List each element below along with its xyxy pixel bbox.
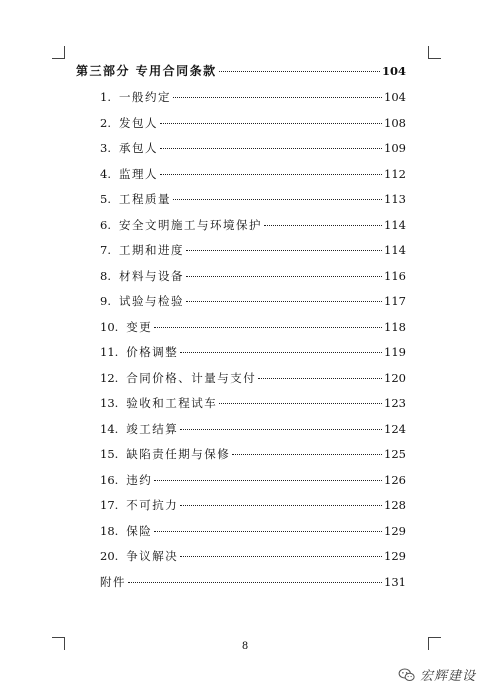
toc-leader-dots (186, 276, 382, 277)
toc-leader-dots (180, 556, 382, 557)
toc-entry-number: 17. (100, 498, 119, 512)
toc-title: 第三部分 专用合同条款 (76, 64, 217, 78)
toc-entry (100, 422, 406, 436)
toc-entry-text: 不可抗力 (126, 498, 179, 512)
toc-entry-page: 118 (384, 319, 406, 334)
toc-leader-dots (160, 174, 382, 175)
toc-entry-label (100, 192, 171, 206)
toc-leader-dots (232, 454, 382, 455)
toc-entry-number: 14. (100, 421, 119, 436)
toc-leader-dots (180, 352, 382, 353)
watermark (398, 665, 476, 684)
toc-entry-text: 承包人 (118, 141, 158, 155)
toc-entry-text: 附件 (100, 574, 126, 589)
toc-entry-text: 保险 (126, 523, 153, 538)
toc-title-line (76, 64, 406, 78)
toc-entry-text: 缺陷责任期与保修 (126, 447, 231, 461)
toc-entry-number: 2. (100, 115, 111, 130)
crop-mark-top-left (52, 46, 65, 59)
toc-entry-page: 129 (384, 523, 406, 538)
toc-entry-page: 128 (384, 498, 406, 512)
toc-entry-page: 109 (384, 141, 406, 155)
toc-entry-page: 108 (384, 115, 406, 130)
toc-entry-page: 124 (384, 421, 406, 436)
toc-entry-text: 工期和进度 (118, 243, 184, 257)
toc-leader-dots (180, 429, 382, 430)
toc-entry-number: 13. (100, 396, 119, 410)
toc-entry-page: 113 (384, 192, 406, 206)
toc-entry-text: 工程质量 (118, 192, 171, 206)
toc-entry-text: 价格调整 (126, 345, 179, 359)
page-number: 8 (241, 641, 249, 652)
toc-entry (100, 345, 406, 359)
toc-entry-label (100, 167, 158, 181)
toc-entry-number: 15. (100, 447, 119, 461)
toc-entry (100, 549, 406, 563)
toc-entry (100, 192, 406, 206)
toc-leader-dots (258, 378, 382, 379)
wechat-icon (398, 666, 416, 684)
toc-entry-page: 125 (384, 447, 406, 461)
toc-entry (100, 167, 406, 181)
toc-leader-dots (154, 480, 382, 481)
toc-entry (100, 116, 406, 130)
toc-leader-dots (219, 71, 380, 72)
toc-entry-label (100, 575, 126, 589)
toc-entry-page: 114 (384, 217, 406, 232)
toc-leader-dots (180, 505, 382, 506)
toc-entry-text: 争议解决 (126, 549, 179, 563)
toc-leader-dots (264, 225, 382, 226)
toc-leader-dots (219, 403, 382, 404)
toc-entry-text: 试验与检验 (118, 294, 184, 308)
toc-entry (100, 575, 406, 589)
watermark-text: 宏辉建设 (419, 669, 476, 684)
toc-entry (100, 447, 406, 461)
toc-leader-dots (160, 148, 382, 149)
toc-entry-text: 竣工结算 (126, 421, 179, 436)
toc-entry (100, 294, 406, 308)
toc-entry (100, 498, 406, 512)
toc-entry-number: 10. (100, 319, 119, 334)
toc-leader-dots (128, 582, 382, 583)
toc-entry (100, 141, 406, 155)
toc-entry-label (100, 243, 184, 257)
toc-entry-page: 117 (384, 294, 406, 308)
toc-entry-label (100, 447, 230, 461)
toc-entry-label (100, 141, 158, 155)
toc-entry (100, 473, 406, 487)
toc-entry-page: 104 (384, 90, 406, 104)
toc-entry-label (100, 473, 152, 487)
toc-entry-page: 131 (384, 574, 406, 589)
toc-entry-label (100, 116, 158, 130)
toc-entry-number: 11. (100, 345, 119, 359)
toc-entry-page: 112 (384, 166, 406, 181)
toc-entry-page: 126 (384, 472, 406, 487)
toc-entry (100, 218, 406, 232)
toc-entry-label (100, 345, 178, 359)
toc-entry-label (100, 320, 152, 334)
toc-entry-label (100, 498, 178, 512)
toc-entry (100, 524, 406, 538)
toc-entry (100, 371, 406, 385)
toc-leader-dots (173, 97, 382, 98)
toc-entry-text: 监理人 (118, 166, 158, 181)
toc-entry-label (100, 549, 178, 563)
toc-leader-dots (154, 531, 382, 532)
toc-entry-page: 114 (384, 243, 406, 257)
toc-entry-number: 7. (100, 243, 111, 257)
toc-entry-text: 合同价格、计量与支付 (126, 370, 257, 385)
toc-entry (100, 269, 406, 283)
toc-entry-number: 20. (100, 549, 119, 563)
toc-entry-page: 120 (384, 370, 406, 385)
toc-entry-number: 5. (100, 192, 111, 206)
toc-entry-label (100, 218, 262, 232)
toc-entry-text: 一般约定 (118, 90, 171, 104)
toc-entry-number: 18. (100, 523, 119, 538)
toc-entry-page: 129 (384, 549, 406, 563)
toc-entry-text: 变更 (126, 319, 153, 334)
toc-entry-page: 119 (384, 345, 406, 359)
toc-entry-label (100, 90, 171, 104)
toc-entry-page: 123 (384, 396, 406, 410)
toc-entry-text: 发包人 (118, 115, 158, 130)
toc-entry-number: 3. (100, 141, 111, 155)
toc-entry (100, 90, 406, 104)
toc-entry-number: 4. (100, 166, 111, 181)
toc-entry-number: 12. (100, 370, 119, 385)
toc-entry-number: 8. (100, 268, 111, 283)
toc-entry-label (100, 269, 184, 283)
toc-entry-number: 16. (100, 472, 119, 487)
toc-leader-dots (186, 250, 382, 251)
toc-leader-dots (160, 123, 382, 124)
toc-entry-label (100, 294, 184, 308)
toc-entry-page: 116 (384, 268, 406, 283)
toc-leader-dots (173, 199, 382, 200)
toc-entry-text: 验收和工程试车 (126, 396, 218, 410)
toc-entry-label (100, 524, 152, 538)
toc-entry-number: 6. (100, 217, 111, 232)
toc-entry (100, 320, 406, 334)
toc-entry-text: 材料与设备 (118, 268, 184, 283)
toc-entry-number: 9. (100, 294, 111, 308)
toc-entry-text: 安全文明施工与环境保护 (118, 217, 262, 232)
toc-entry-number: 1. (100, 90, 111, 104)
toc-entry (100, 396, 406, 410)
crop-mark-top-right (428, 46, 441, 59)
toc-leader-dots (154, 327, 382, 328)
toc-entry-label (100, 371, 256, 385)
toc-leader-dots (186, 301, 382, 302)
toc-entry-label (100, 396, 217, 410)
toc-title-page: 104 (381, 64, 406, 78)
toc-entry (100, 243, 406, 257)
toc-entry-label (100, 422, 178, 436)
toc-entry-text: 违约 (126, 472, 153, 487)
